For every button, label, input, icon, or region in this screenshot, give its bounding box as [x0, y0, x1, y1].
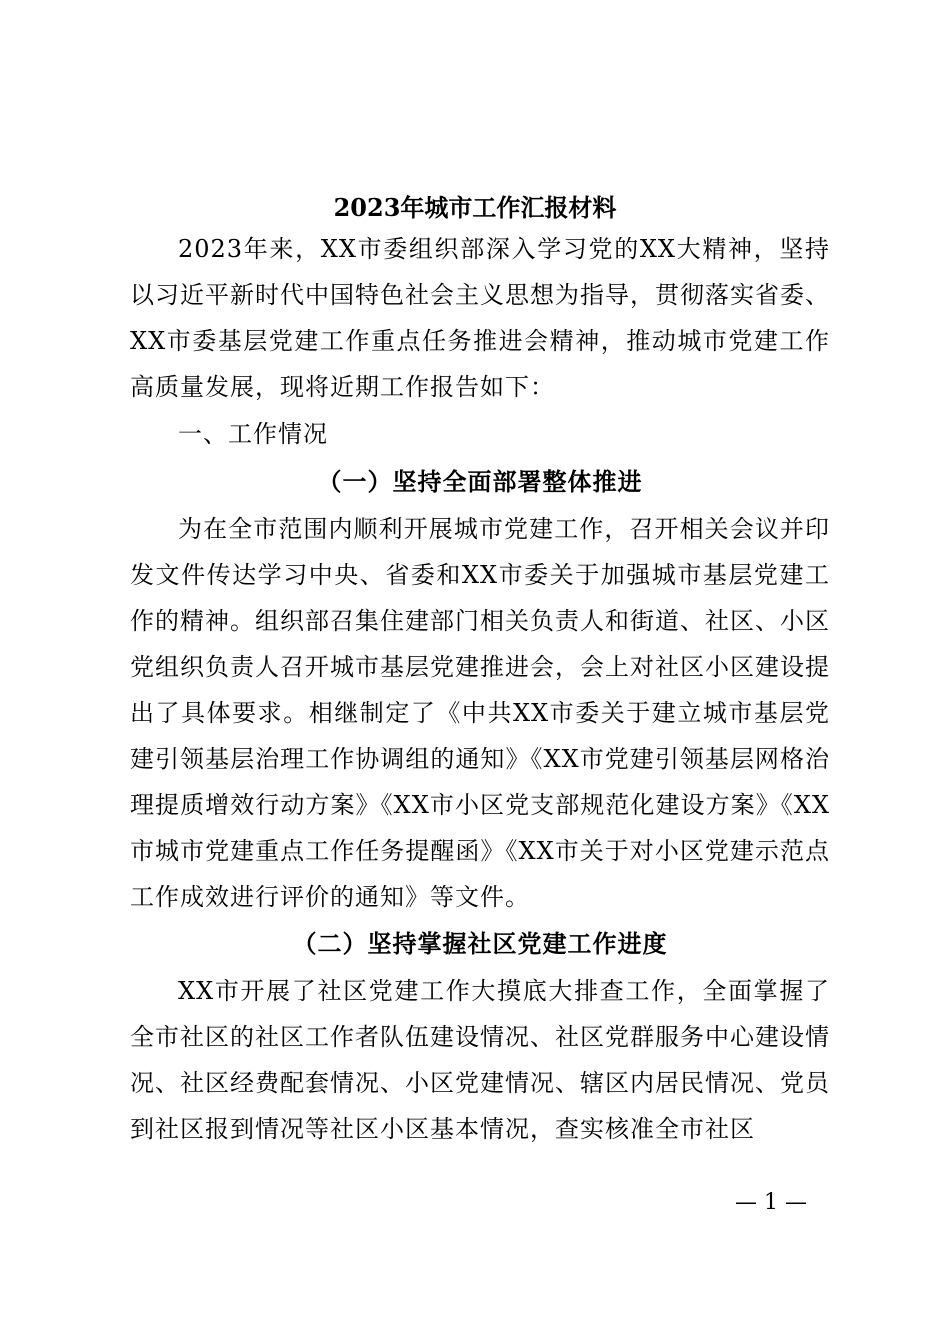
- subsection-2-paragraph: XX市开展了社区党建工作大摸底大排查工作，全面掌握了全市社区的社区工作者队伍建设情况、社区党群服务中心建设情况、社区经费配套情况、小区党建情况、辖区内居民情况、党员到社区报到情况等社区小区基本情况，查实核准全市社区: [130, 977, 830, 1143]
- section-heading-work-status: 一、工作情况: [178, 420, 328, 448]
- document-title: 2023年城市工作汇报材料: [333, 193, 617, 222]
- subsection-heading-1: （一）坚持全面部署整体推进: [317, 467, 643, 496]
- page-number: — 1 —: [735, 1190, 807, 1215]
- document-body: [130, 226, 830, 1152]
- subsection-1-paragraph: 为在全市范围内顺利开展城市党建工作，召开相关会议并印发文件传达学习中央、省委和XX市委关于加强城市基层党建工作的精神。组织部召集住建部门相关负责人和街道、社区、小区党组织负责人召开城市基层党建推进会，会上对社区小区建设提出了具体要求。相继制定了《中共XX市委关于建立城市基层党建引领基层治理工作协调组的通知》《XX市党建引领基层网格治理提质增效行动方案》《XX市小区党支部规范化建设方案》《XX市城市党建重点工作任务提醒函》《XX市关于对小区党建示范点工作成效进行评价的通知》等文件。: [130, 515, 830, 911]
- intro-paragraph: 2023年来，XX市委组织部深入学习党的XX大精神，坚持以习近平新时代中国特色社会主义思想为指导，贯彻落实省委、XX市委基层党建工作重点任务推进会精神，推动城市党建工作高质量发展，现将近期工作报告如下：: [130, 235, 830, 401]
- subsection-heading-2: （二）坚持掌握社区党建工作进度: [292, 929, 668, 958]
